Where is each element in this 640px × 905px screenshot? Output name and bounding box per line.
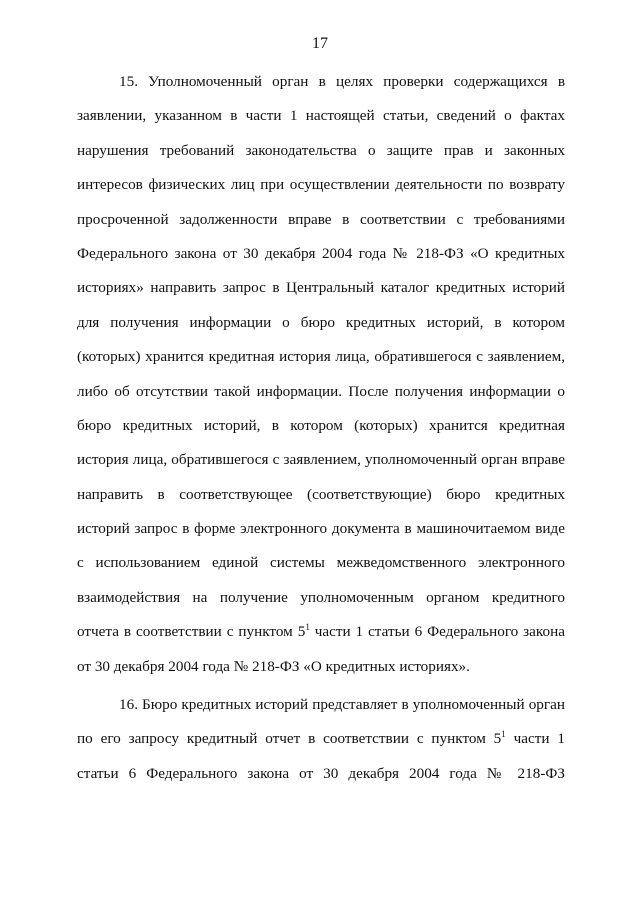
paragraph-line: интересов физических лиц при осуществлении деятельности по возврату (77, 176, 565, 194)
page-number: 17 (312, 35, 328, 52)
paragraph-line: Федерального закона от 30 декабря 2004 года № 218-ФЗ «О кредитных (77, 244, 565, 262)
paragraph-line: история лица, обратившегося с заявлением, уполномоченный орган вправе (77, 451, 565, 469)
paragraph-line: бюро кредитных историй, в котором (которых) хранится кредитная (77, 416, 565, 434)
paragraph-line: статьи 6 Федерального закона от 30 декабря 2004 года № 218-ФЗ (77, 764, 565, 782)
text-fragment: по его запросу кредитный отчет в соответствии с пунктом 5 (77, 730, 502, 748)
paragraph-line: направить в соответствующее (соответствующие) бюро кредитных (77, 485, 565, 503)
superscript: 1 (501, 729, 506, 740)
paragraph-line: заявлении, указанном в части 1 настоящей статьи, сведений о фактах (77, 107, 565, 125)
text-fragment: отчета в соответствии с пунктом 5 (77, 623, 306, 641)
paragraph-last-line: от 30 декабря 2004 года № 218-ФЗ «О кредитных историях». (77, 657, 470, 675)
paragraph-line: просроченной задолженности вправе в соответствии с требованиями (77, 210, 565, 228)
superscript: 1 (305, 622, 310, 633)
paragraph-line: историй запрос в форме электронного документа в машиночитаемом виде (77, 520, 565, 538)
paragraph-line: либо об отсутствии такой информации. После получения информации о (77, 382, 565, 400)
text-fragment: части 1 статьи 6 Федерального закона (309, 623, 565, 641)
paragraph-line: взаимодействия на получение уполномоченным органом кредитного (77, 588, 565, 606)
text-fragment: части 1 (505, 730, 565, 748)
paragraph-line: (которых) хранится кредитная история лица, обратившегося с заявлением, (77, 348, 565, 366)
paragraph-line: с использованием единой системы межведомственного электронного (77, 554, 565, 572)
paragraph-line: историях» направить запрос в Центральный каталог кредитных историй (77, 279, 565, 297)
paragraph-line-with-superscript (77, 722, 565, 756)
paragraph-line: для получения информации о бюро кредитных историй, в котором (77, 313, 565, 331)
paragraph-line-with-superscript (77, 615, 565, 649)
paragraph-line: 15. Уполномоченный орган в целях проверки содержащихся в (119, 73, 565, 90)
paragraph-line: 16. Бюро кредитных историй представляет в уполномоченный орган (119, 696, 565, 713)
paragraph-15 (77, 65, 565, 684)
paragraph-line: нарушения требований законодательства о защите прав и законных (77, 141, 565, 159)
paragraph-16 (77, 688, 565, 791)
